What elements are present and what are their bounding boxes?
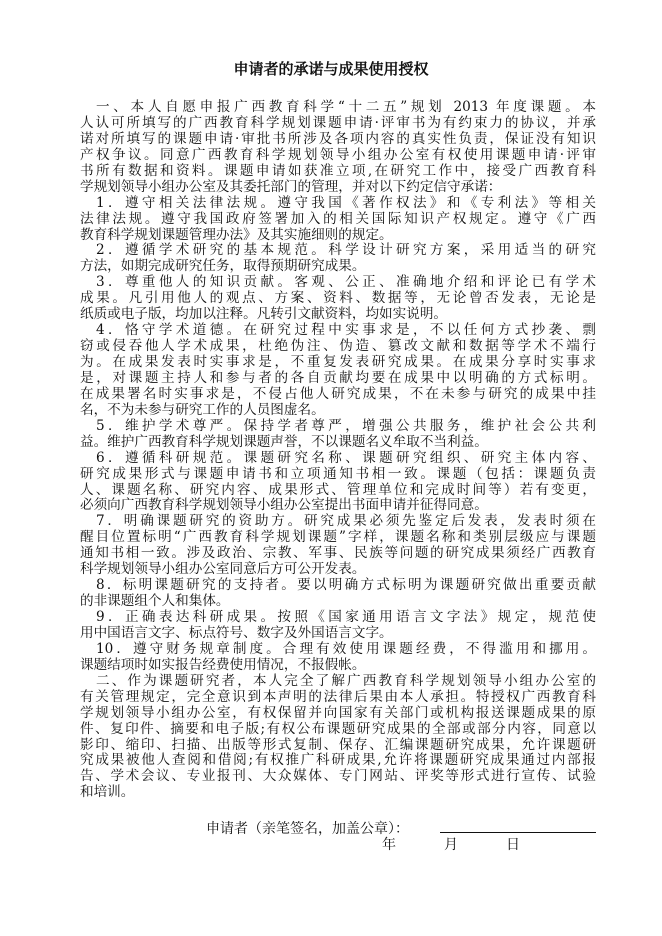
date-day-label: 日 (506, 837, 520, 853)
paragraph-line: 6．遵循科研规范。课题研究名称、课题研究组织、研究主体内容、 (96, 449, 596, 466)
paragraph (80, 642, 596, 674)
paragraph (80, 451, 596, 515)
paragraph-line: 是，对课题主持人和参与者的各自贡献均要在成果中以明确的方式标明。 (80, 369, 596, 386)
paragraph (80, 578, 596, 610)
paragraph-line: 9．正确表达科研成果。按照《国家通用语言文字法》规定，规范使 (96, 609, 596, 625)
paragraph-line: 件、复印件、摘要和电子版;有权公布课题研究成果的全部或部分内容，同意以 (80, 720, 596, 737)
paragraph-line: 3．尊重他人的知识贡献。客观、公正、准确地介绍和评论已有学术 (96, 274, 596, 291)
paragraph (80, 100, 596, 196)
paragraph-line: 2．遵循学术研究的基本规范。科学设计研究方案，采用适当的研究 (96, 242, 596, 259)
paragraph-line: 学规划领导小组办公室，有权保留并向国家有关部门或机构报送课题成果的原 (80, 704, 596, 721)
paragraph-line: 窃或侵吞他人学术成果，杜绝伪注、伪造、篡改文献和数据等学术不端行 (80, 338, 596, 355)
paragraph-line: 纸质或电子版，均加以注释。凡转引文献资料，均如实说明。 (80, 306, 448, 323)
paragraph-line: 的非课题组个人和集体。 (80, 593, 230, 610)
paragraph-line: 究成果被他人查阅和借阅;有权推广科研成果,允许将课题研究成果通过内部报 (80, 752, 596, 769)
paragraph-line: 课题结项时如实报告经费使用情况，不报假帐。 (80, 656, 366, 673)
paragraph-line: 成果。凡引用他人的观点、方案、资料、数据等，无论曾否发表，无论是 (80, 290, 596, 307)
paragraph (80, 243, 596, 275)
paragraph-line: 研究成果形式与课题申请书和立项通知书相一致。课题（包括：课题负责 (80, 465, 596, 482)
paragraph (80, 323, 596, 419)
paragraph-line: 通知书相一致。涉及政治、宗教、军事、民族等问题的研究成果须经广西教育 (80, 545, 596, 562)
paragraph-line: 有关管理规定，完全意识到本声明的法律后果由本人承担。特授权广西教育科 (80, 688, 596, 705)
paragraph-line: 名，不为未参与研究工作的人员图虚名。 (80, 401, 325, 418)
paragraph-line: 方法，如期完成研究任务，取得预期研究成果。 (80, 258, 366, 275)
paragraph (80, 275, 596, 323)
paragraph (80, 514, 596, 578)
paragraph-line: 7．明确课题研究的资助方。研究成果必须先鉴定后发表，发表时须在 (96, 513, 596, 530)
paragraph-line: 用中国语言文字、标点符号、数字及外国语言文字。 (80, 624, 393, 641)
paragraph-line: 产权争议。同意广西教育科学规划领导小组办公室有权使用课题申请·评审 (80, 146, 596, 163)
document-title: 申请者的承诺与成果使用授权 (233, 60, 429, 78)
paragraph-line: 8．标明课题研究的支持者。要以明确方式标明为课题研究做出重要贡献 (96, 577, 596, 594)
date-month-label: 月 (444, 837, 458, 853)
paragraph-line: 教育科学规划课题管理办法》及其实施细则的规定。 (80, 226, 393, 243)
date-year-label: 年 (382, 837, 396, 853)
paragraph-line: 醒目位置标明“广西教育科学规划课题”字样，课题名称和类别层级应与课题 (80, 529, 596, 546)
paragraph (80, 419, 596, 451)
paragraph-line: 学规划领导小组办公室及其委托部门的管理，并对以下约定信守承诺： (80, 178, 502, 195)
paragraph-line: 为。在成果发表时实事求是，不重复发表研究成果。在成果分享时实事求 (80, 354, 596, 370)
paragraph-line: 诺对所填写的课题申请·审批书所涉及各项内容的真实性负责，保证没有知识 (80, 130, 596, 147)
paragraph-line: 1．遵守相关法律法规。遵守我国《著作权法》和《专利法》等相关 (96, 194, 596, 211)
paragraph-line: 科学规划领导小组办公室同意后方可公开发表。 (80, 561, 366, 578)
paragraph-line: 5．维护学术尊严。保持学者尊严，增强公共服务，维护社会公共利 (96, 417, 596, 434)
document-body (80, 100, 596, 801)
paragraph-line: 一、本人自愿申报广西教育科学“十二五”规划 2013 年度课题。本 (96, 99, 596, 115)
paragraph (80, 196, 596, 244)
paragraph-line: 10．遵守财务规章制度。合理有效使用课题经费，不得滥用和挪用。 (96, 640, 596, 657)
paragraph-line: 影印、缩印、扫描、出版等形式复制、保存、汇编课题研究成果，允许课题研 (80, 736, 596, 753)
paragraph-line: 二、作为课题研究者，本人完全了解广西教育科学规划领导小组办公室的 (96, 672, 596, 689)
paragraph-line: 法律法规。遵守我国政府签署加入的相关国际知识产权规定。遵守《广西 (80, 210, 596, 227)
paragraph-line: 4．恪守学术道德。在研究过程中实事求是，不以任何方式抄袭、剽 (96, 322, 596, 339)
paragraph-line: 人认可所填写的广西教育科学规划课题申请·评审书为有约束力的协议，并承 (80, 114, 596, 131)
paragraph (80, 674, 596, 802)
paragraph-line: 和培训。 (80, 784, 135, 801)
paragraph-line: 必须向广西教育科学规划领导小组办公室提出书面申请并征得同意。 (80, 497, 488, 514)
paragraph-line: 告、学术会议、专业报刊、大众媒体、专门网站、评奖等形式进行宣传、试验 (80, 768, 596, 785)
paragraph-line: 益。维护广西教育科学规划课题声誉，不以课题名义牟取不当利益。 (80, 433, 488, 450)
paragraph-line: 在成果署名时实事求是，不侵占他人研究成果，不在未参与研究的成果中挂 (80, 385, 596, 402)
paragraph-line: 人、课题名称、研究内容、成果形式、管理单位和完成时间等）若有变更， (80, 481, 596, 498)
paragraph (80, 610, 596, 642)
signature-line (440, 832, 596, 833)
signature-label: 申请者（亲笔签名，加盖公章）： (206, 821, 409, 837)
paragraph-line: 书所有数据和资料。课题申请如获准立项,在研究工作中，接受广西教育科 (80, 162, 596, 179)
